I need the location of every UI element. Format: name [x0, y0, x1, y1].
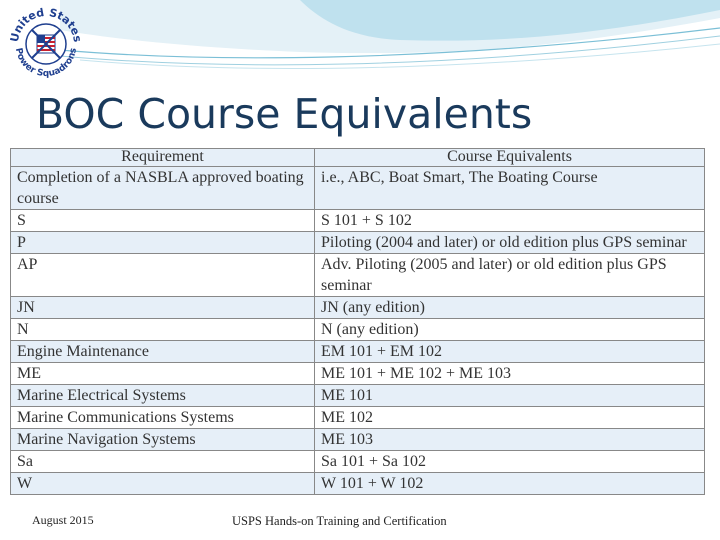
- equivalents-table: [10, 148, 705, 495]
- requirement-cell: S: [11, 210, 315, 232]
- requirement-cell: JN: [11, 297, 315, 319]
- course-equivalent-cell: ME 102: [315, 407, 705, 429]
- table-row: [11, 363, 705, 385]
- course-equivalent-cell: i.e., ABC, Boat Smart, The Boating Course: [315, 167, 705, 210]
- table-row: [11, 254, 705, 297]
- course-equivalent-cell: W 101 + W 102: [315, 473, 705, 495]
- course-equivalent-cell: Piloting (2004 and later) or old edition plus GPS seminar: [315, 232, 705, 254]
- requirement-cell: Completion of a NASBLA approved boating course: [11, 167, 315, 210]
- table-row: [11, 341, 705, 363]
- requirement-cell: Marine Electrical Systems: [11, 385, 315, 407]
- table-row: [11, 451, 705, 473]
- course-equivalent-cell: JN (any edition): [315, 297, 705, 319]
- requirement-cell: ME: [11, 363, 315, 385]
- table-row: [11, 297, 705, 319]
- requirement-cell: P: [11, 232, 315, 254]
- course-equivalent-cell: Sa 101 + Sa 102: [315, 451, 705, 473]
- requirement-cell: Marine Communications Systems: [11, 407, 315, 429]
- course-equivalent-cell: ME 101: [315, 385, 705, 407]
- header-wave-decoration: [0, 0, 720, 90]
- table-row: [11, 319, 705, 341]
- slide-title: BOC Course Equivalents: [36, 90, 533, 138]
- table-row: [11, 210, 705, 232]
- table-header-row: [11, 149, 705, 167]
- table-row: [11, 473, 705, 495]
- requirement-cell: AP: [11, 254, 315, 297]
- column-header-course-equivalents: Course Equivalents: [315, 149, 705, 167]
- requirement-cell: Sa: [11, 451, 315, 473]
- requirement-cell: N: [11, 319, 315, 341]
- logo-bottom-text: Power Squadrons: [12, 47, 79, 80]
- logo-top-text: United States: [7, 5, 85, 44]
- table-row: [11, 232, 705, 254]
- table-body: [11, 167, 705, 495]
- requirement-cell: Marine Navigation Systems: [11, 429, 315, 451]
- requirement-cell: Engine Maintenance: [11, 341, 315, 363]
- requirement-cell: W: [11, 473, 315, 495]
- table-row: [11, 385, 705, 407]
- column-header-requirement: Requirement: [11, 149, 315, 167]
- footer-date: August 2015: [32, 513, 94, 527]
- table-row: [11, 429, 705, 451]
- course-equivalent-cell: ME 101 + ME 102 + ME 103: [315, 363, 705, 385]
- footer-caption: USPS Hands-on Training and Certification: [232, 514, 447, 528]
- equivalents-table-container: [10, 148, 704, 495]
- course-equivalent-cell: EM 101 + EM 102: [315, 341, 705, 363]
- course-equivalent-cell: Adv. Piloting (2005 and later) or old edition plus GPS seminar: [315, 254, 705, 297]
- course-equivalent-cell: N (any edition): [315, 319, 705, 341]
- course-equivalent-cell: S 101 + S 102: [315, 210, 705, 232]
- course-equivalent-cell: ME 103: [315, 429, 705, 451]
- table-row: [11, 167, 705, 210]
- table-row: [11, 407, 705, 429]
- usps-logo: [6, 2, 86, 82]
